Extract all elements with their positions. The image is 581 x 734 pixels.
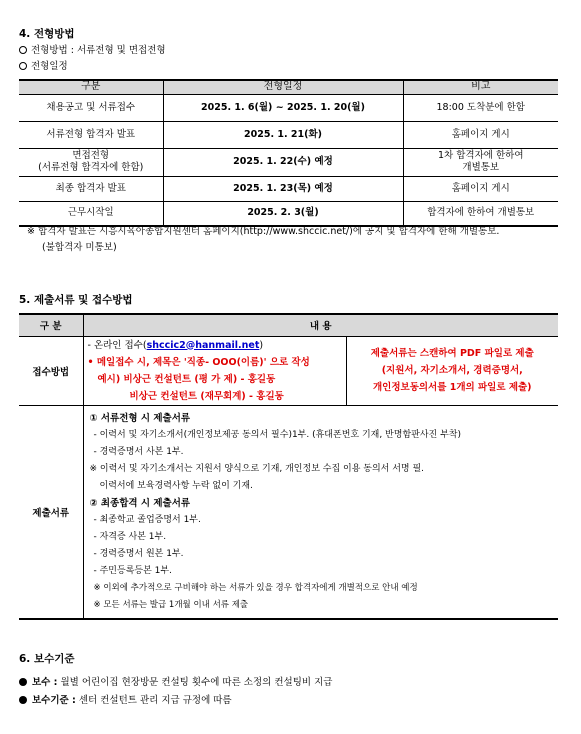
- list-item: - 경력증명서 사본 1부.: [93, 446, 184, 457]
- receipt-note-line: 개인정보동의서를 1개의 파일로 제출): [372, 382, 532, 393]
- schedule-table: [19, 79, 558, 227]
- pay-standard-line: [19, 692, 232, 706]
- method-line: [19, 42, 166, 56]
- schedule-cell: 서류전형 합격자 발표: [19, 121, 163, 148]
- circle-bullet-icon: [19, 46, 27, 54]
- schedule-header-date: 전형일정: [163, 80, 403, 94]
- table-row: [19, 121, 558, 148]
- receipt-note-line: (지원서, 자기소개서, 경력증명서,: [381, 365, 523, 376]
- receipt-row: [19, 336, 558, 405]
- schedule-cell: 채용공고 및 서류접수: [19, 94, 163, 121]
- schedule-cell: 2025. 1. 22(수) 예정: [163, 148, 403, 176]
- schedule-cell-line: (서류전형 합격자에 한함): [38, 162, 144, 173]
- schedule-header-row: [19, 80, 558, 94]
- section6-title: 6. 보수기준: [19, 653, 75, 665]
- schedule-header-note: 비고: [403, 80, 558, 94]
- schedule-cell-line: 면접전형: [72, 150, 110, 161]
- pay-text: 월별 어린이집 현장방문 컨설팅 횟수에 따른 소정의 컨설팅비 지급: [60, 677, 333, 688]
- schedule-label: 전형일정: [31, 61, 68, 72]
- pay-line: [19, 674, 332, 688]
- list-item: ① 서류전형 시 제출서류: [89, 412, 191, 424]
- schedule-cell: 홈페이지 게시: [403, 176, 558, 201]
- schedule-cell: 홈페이지 게시: [403, 121, 558, 148]
- bullet-dot-icon: [19, 678, 27, 686]
- schedule-header-category: 구분: [19, 80, 163, 94]
- pay-standard-label: 보수기준 :: [32, 695, 76, 706]
- list-item: - 이력서 및 자기소개서(개인정보제공 동의서 필수)1부. (휴대폰번호 기재, 반명함판사진 부착): [93, 429, 461, 440]
- schedule-cell: 합격자에 한하여 개별통보: [403, 201, 558, 226]
- submission-label: 제출서류: [19, 405, 83, 619]
- notice-line-1: ※ 합격자 발표는 시흥시육아종합지원센터 홈페이지(http://www.shccic.net/)에 공지 및 합격자에 한해 개별통보.: [27, 226, 500, 237]
- list-item: ② 최종합격 시 제출서류: [89, 497, 191, 509]
- schedule-cell: [403, 148, 558, 176]
- table-row: [19, 148, 558, 176]
- table-row: [19, 176, 558, 201]
- docs-table: [19, 313, 558, 620]
- schedule-cell: [19, 148, 163, 176]
- list-item: - 최종학교 졸업증명서 1부.: [93, 514, 201, 525]
- pay-label: 보수 :: [32, 677, 58, 688]
- schedule-cell: 2025. 1. 21(화): [163, 121, 403, 148]
- receipt-content: [83, 336, 346, 405]
- mail-rule-line: • 메일접수 시, 제목은 '직종- OOO(이름)' 으로 작성: [87, 356, 310, 368]
- schedule-cell-line: 1차 합격자에 한하여: [438, 150, 524, 161]
- schedule-cell-line: 개별통보: [462, 162, 500, 173]
- schedule-cell: 2025. 1. 23(목) 예정: [163, 176, 403, 201]
- receipt-note-line: 제출서류는 스캔하여 PDF 파일로 제출: [370, 348, 534, 359]
- online-line: [88, 337, 346, 354]
- list-item: - 자격증 사본 1부.: [93, 531, 167, 542]
- schedule-cell: 근무시작일: [19, 201, 163, 226]
- schedule-cell: 2025. 1. 6(월) ~ 2025. 1. 20(월): [163, 94, 403, 121]
- docs-header-row: [19, 314, 558, 336]
- circle-bullet-icon: [19, 62, 27, 70]
- list-item: ※ 이외에 추가적으로 구비해야 하는 서류가 있을 경우 합격자에게 개별적으로 안내 예정: [93, 582, 418, 593]
- email-link[interactable]: shccic2@hanmail.net: [146, 339, 260, 351]
- mail-example-line: 비상근 컨설턴트 (재무회계) - 홍길동: [129, 390, 284, 402]
- schedule-cell: 2025. 2. 3(월): [163, 201, 403, 226]
- bullet-dot-icon: [19, 696, 27, 704]
- online-suffix: ): [259, 339, 264, 351]
- list-item: - 주민등록등본 1부.: [93, 565, 172, 576]
- table-row: [19, 94, 558, 121]
- section5-title: 5. 제출서류 및 접수방법: [19, 294, 133, 306]
- receipt-note: [346, 336, 558, 405]
- docs-header-content: 내 용: [83, 314, 558, 336]
- schedule-cell: 18:00 도착분에 한함: [403, 94, 558, 121]
- mail-example-line: 예시) 비상근 컨설턴트 (평 가 제) - 홍길동: [97, 373, 276, 385]
- list-item: - 경력증명서 원본 1부.: [93, 548, 184, 559]
- schedule-cell: 최종 합격자 발표: [19, 176, 163, 201]
- method-text: 전형방법 : 서류전형 및 면접전형: [31, 45, 166, 56]
- section4-title: 4. 전형방법: [19, 28, 75, 40]
- list-item: 이력서에 보육경력사항 누락 없이 기재.: [99, 480, 253, 491]
- docs-header-category: 구 분: [19, 314, 83, 336]
- pay-standard-text: 센터 컨설턴트 관리 지급 규정에 따름: [78, 695, 232, 706]
- receipt-label: 접수방법: [19, 336, 83, 405]
- list-item: ※ 이력서 및 자기소개서는 지원서 양식으로 기재, 개인정보 수집 이용 동의서 서명 필.: [89, 463, 424, 474]
- list-item: ※ 모든 서류는 발급 1개월 이내 서류 제출: [93, 599, 249, 610]
- notice-line-2: (불합격자 미통보): [42, 242, 117, 253]
- submission-row: [19, 405, 558, 619]
- submission-content: [83, 405, 558, 619]
- online-prefix: - 온라인 접수(: [87, 339, 147, 351]
- schedule-label-line: [19, 58, 68, 72]
